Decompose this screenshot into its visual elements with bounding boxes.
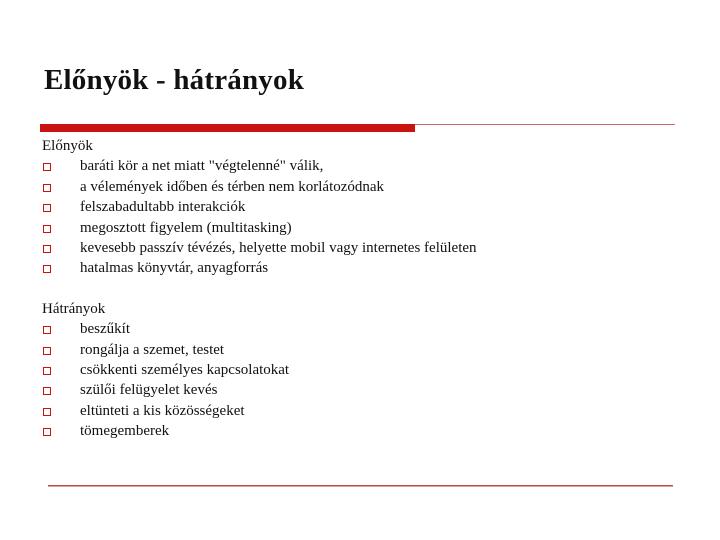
title-underline-thin [415,124,675,125]
square-bullet-icon [43,163,51,171]
disadvantages-list [42,319,682,441]
slide-content [42,136,682,442]
list-item [42,177,682,197]
list-item-text: kevesebb passzív tévézés, helyette mobil vagy internetes felületen [80,240,477,257]
list-item-text: baráti kör a net miatt "végtelenné" válik, [80,158,324,175]
list-item [42,218,682,238]
disadvantages-heading: Hátrányok [42,300,106,317]
title-underline-accent [40,124,415,132]
square-bullet-icon [43,387,51,395]
list-item-text: megosztott figyelem (multitasking) [80,219,292,236]
list-item-text: hatalmas könyvtár, anyagforrás [80,260,269,277]
square-bullet-icon [43,347,51,355]
list-item [42,360,682,380]
advantages-heading: Előnyök [42,138,93,154]
list-item [42,340,682,360]
square-bullet-icon [43,184,51,192]
square-bullet-icon [43,204,51,212]
footer-divider [48,485,673,487]
list-item [42,401,682,421]
list-item-text: tömegemberek [80,423,170,440]
list-item [42,421,682,441]
slide-title: Előnyök - hátrányok [44,64,305,96]
square-bullet-icon [43,326,51,334]
square-bullet-icon [43,225,51,233]
square-bullet-icon [43,367,51,375]
advantages-list [42,156,682,278]
square-bullet-icon [43,245,51,253]
list-item-text: rongálja a szemet, testet [80,341,225,358]
list-item [42,156,682,176]
square-bullet-icon [43,408,51,416]
list-item-text: eltünteti a kis közösségeket [80,402,245,419]
list-item [42,238,682,258]
list-item-text: beszűkít [80,321,130,338]
square-bullet-icon [43,428,51,436]
list-item [42,258,682,278]
list-item [42,380,682,400]
list-item [42,319,682,339]
list-item-text: szülői felügyelet kevés [80,382,218,399]
list-item-text: felszabadultabb interakciók [80,199,246,216]
list-item-text: csökkenti személyes kapcsolatokat [80,362,290,379]
list-item-text: a vélemények időben és térben nem korlátozódnak [80,178,385,195]
list-item [42,197,682,217]
square-bullet-icon [43,265,51,273]
section-spacer [42,279,682,299]
